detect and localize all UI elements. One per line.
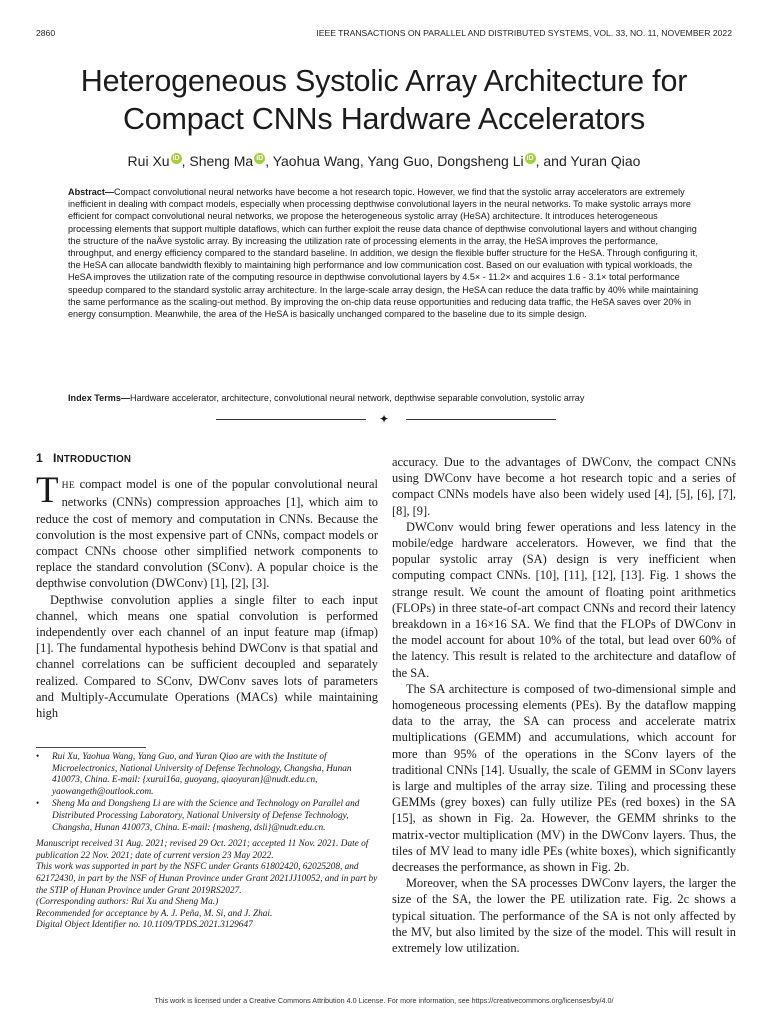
footnote-bullet: • <box>36 752 40 762</box>
paper-title <box>30 62 738 138</box>
manuscript-dates: Manuscript received 31 Aug. 2021; revised 29 Oct. 2021; accepted 11 Nov. 2021. Date of publication 22 Nov. 2021; date of current version 23 May 2022. <box>36 839 369 861</box>
right-column <box>392 454 736 956</box>
footnote-bullet: • <box>36 799 40 810</box>
right-paragraph-2: DWConv would bring fewer operations and less latency in the mobile/edge hardware accelerators. However, we find that the popular systolic array (SA) design is very inefficient when computing compact CNNs. [10], [11], [12], [13]. Fig. 1 shows the strange result. We count the amount of floating point arithmetics (FLOPs) in three state-of-art compact CNNs and record their latency breakdown in a 16×16 SA. We find that the FLOPs of DWConv in the model account for about 10% of the total, but lead over 60% of the latency. This result is related to the architecture and dataflow of the SA. <box>392 519 736 680</box>
left-column <box>36 450 378 721</box>
author-group: , Yaohua Wang, Yang Guo, Dongsheng Li <box>265 153 524 169</box>
intro-smallcaps: HE <box>61 480 75 492</box>
drop-cap: T <box>36 470 59 512</box>
recommended-note: Recommended for acceptance by A. J. Peña, M. Si, and J. Zhai. <box>36 908 273 919</box>
orcid-icon[interactable]: iD <box>256 155 264 162</box>
index-terms-label: Index Terms— <box>68 393 130 403</box>
right-paragraph-4: Moreover, when the SA processes DWConv layers, the larger the size of the SA, the lower the PE utilization rate. Fig. 2c shows a typical situation. The performance of the SA is not only affected by the MV, but also limited by the size of the model. This will result in extremely low utilization. <box>392 876 736 956</box>
author-yuran-qiao: , and Yuran Qiao <box>535 153 641 169</box>
affiliation-footnote-2: • Sheng Ma and Dongsheng Li are with the Science and Technology on Parallel and Distributed Processing Laboratory, National University of Defense Technology, Changsha, Hunan 410073, China. E-mail: {masheng, dsli}@nudt.edu.cn. <box>36 799 360 833</box>
abstract <box>68 186 702 320</box>
footnotes <box>36 752 378 932</box>
divider-line-right <box>406 419 556 420</box>
running-header <box>36 28 732 42</box>
section-heading <box>36 450 378 468</box>
divider-line-left <box>216 419 366 420</box>
author-list <box>40 153 728 169</box>
ornament-icon: ✦ <box>379 412 390 426</box>
right-paragraph-1: accuracy. Due to the advantages of DWConv, the compact CNNs using DWConv have become a hot research topic and a series of compact CNNs models have also been widely used [4], [5], [6], [7], [8], [9]. <box>392 455 736 518</box>
orcid-icon[interactable]: iD <box>172 155 180 162</box>
author-rui-xu: Rui Xu <box>127 153 170 169</box>
funding-note: This work was supported in part by the NSFC under Grants 61802420, 62025208, and 62172430, in part by the NSF of Hunan Province under Grant 2021JJ10052, and in part by the STIP of Hunan Province under Grant 2019RS2027. <box>36 862 378 896</box>
right-paragraph-3: The SA architecture is composed of two-dimensional simple and homogeneous processing elements (PEs). By the dataflow mapping data to the array, the SA can process and accelerate matrix multiplications (GEMM) and accumulations, which account for more than 95% of the operations in the SConv layers of the traditional CNNs [14]. Usually, the scale of GEMM in SConv layers is large and multiples of the array size. Tiling and processing these GEMMs (grey boxes) can fully utilize PEs (red boxes) in the SA [15], as shown in Fig. 2a. However, the GEMM shrinks to the matrix-vector multiplication (MV) in the DWConv layers. Thus, the tiles of MV lead to many idle PEs (white boxes), which significantly decreases the performance, as shown in Fig. 2b. <box>392 681 736 875</box>
section-title-rest: NTRODUCTION <box>56 454 132 465</box>
section-title-initial: I <box>52 451 57 465</box>
index-terms-text: Hardware accelerator, architecture, convolutional neural network, depthwise separable convolution, systolic array <box>130 393 585 403</box>
intro-paragraph-1-text: compact model is one of the popular convolutional neural networks (CNNs) compression approaches [1], which aim to reduce the cost of memory and computation in CNNs. Because the convolution is the most expensive part of CNNs, compact models or compact CNNs choose other simplified network components to replace the standard convolution (SConv). A popular choice is the depthwise convolution (DWConv) [1], [2], [3]. <box>36 477 378 591</box>
title-line-1: Heterogeneous Systolic Array Architecture for <box>80 64 688 98</box>
section-divider <box>216 412 556 426</box>
affiliation-footnote-1: • Rui Xu, Yaohua Wang, Yang Guo, and Yuran Qiao are with the Institute of Microelectronics, National University of Defense Technology, Changsha, Hunan 410073, China. E-mail: {xurui16a, guoyang, qiaoyuran}@nudt.edu.cn, yaowangeth@outlook.com. <box>36 752 352 797</box>
abstract-label: Abstract— <box>68 187 114 197</box>
footnote-rule <box>36 747 146 748</box>
license-notice[interactable]: This work is licensed under a Creative Commons Attribution 4.0 License. For more information, see https://creativecommons.org/licenses/by/4.0/ <box>154 996 614 1005</box>
author-sheng-ma: , Sheng Ma <box>181 153 254 169</box>
index-terms <box>68 393 708 403</box>
intro-paragraph-1 <box>36 470 378 591</box>
journal-name: IEEE TRANSACTIONS ON PARALLEL AND DISTRIBUTED SYSTEMS, VOL. 33, NO. 11, NOVEMBER 2022 <box>316 28 732 38</box>
corresponding-authors: (Corresponding authors: Rui Xu and Sheng Ma.) <box>36 897 219 908</box>
section-number: 1 <box>36 451 43 465</box>
doi[interactable]: Digital Object Identifier no. 10.1109/TPDS.2021.3129647 <box>36 920 253 931</box>
page-number: 2860 <box>36 28 56 38</box>
title-line-2: Compact CNNs Hardware Accelerators <box>122 102 646 136</box>
abstract-text: Compact convolutional neural networks have become a hot research topic. However, we find that the systolic array accelerators are extremely inefficient in dealing with compact models, especially when processing depthwise convolutional layers in the neural networks. To make systolic arrays more efficient for compact convolutional neural networks, we propose the heterogeneous systolic array (HeSA) architecture. It introduces heterogeneous processing elements that support multiple dataflows, which can further exploit the reuse data chance of depthwise convolutional layers and without changing the structure of the naÄve systolic array. By increasing the utilization rate of processing elements in the array, the HeSA improves the performance, throughput, and energy efficiency compared to the standard baseline. In addition, we design the flexible buffer structure for the HeSA. Through configuring it, the HeSA can allocate bandwidth flexibly to maintaining high performance and low communication cost. Based on our evaluation with typical workloads, the HeSA improves the utilization rate of the computing resource in depthwise convolutional layers by 4.5× - 11.2× and acquires 1.6 - 3.1× total performance speedup compared to the standard systolic array architecture. In the large-scale array design, the HeSA can reduce the data traffic by 40% while maintaining the same performance as the scaling-out method. By improving the on-chip data reuse opportunities and reducing data traffic, the HeSA saves over 20% in energy consumption. Meanwhile, the area of the HeSA is basically unchanged compared to the baseline due to its simple design. <box>68 187 699 320</box>
intro-paragraph-2: Depthwise convolution applies a single filter to each input channel, which means one spatial convolution is performed independently over each channel of an input feature map (ifmap) [1]. The fundamental hypothesis behind DWConv is that spatial and channel correlations can be sufficient decoupled and separately realized. Compared to SConv, DWConv saves lots of parameters and Multiply-Accumulate Operations (MACs) while maintaining high <box>36 592 378 721</box>
orcid-icon[interactable]: iD <box>526 155 534 162</box>
